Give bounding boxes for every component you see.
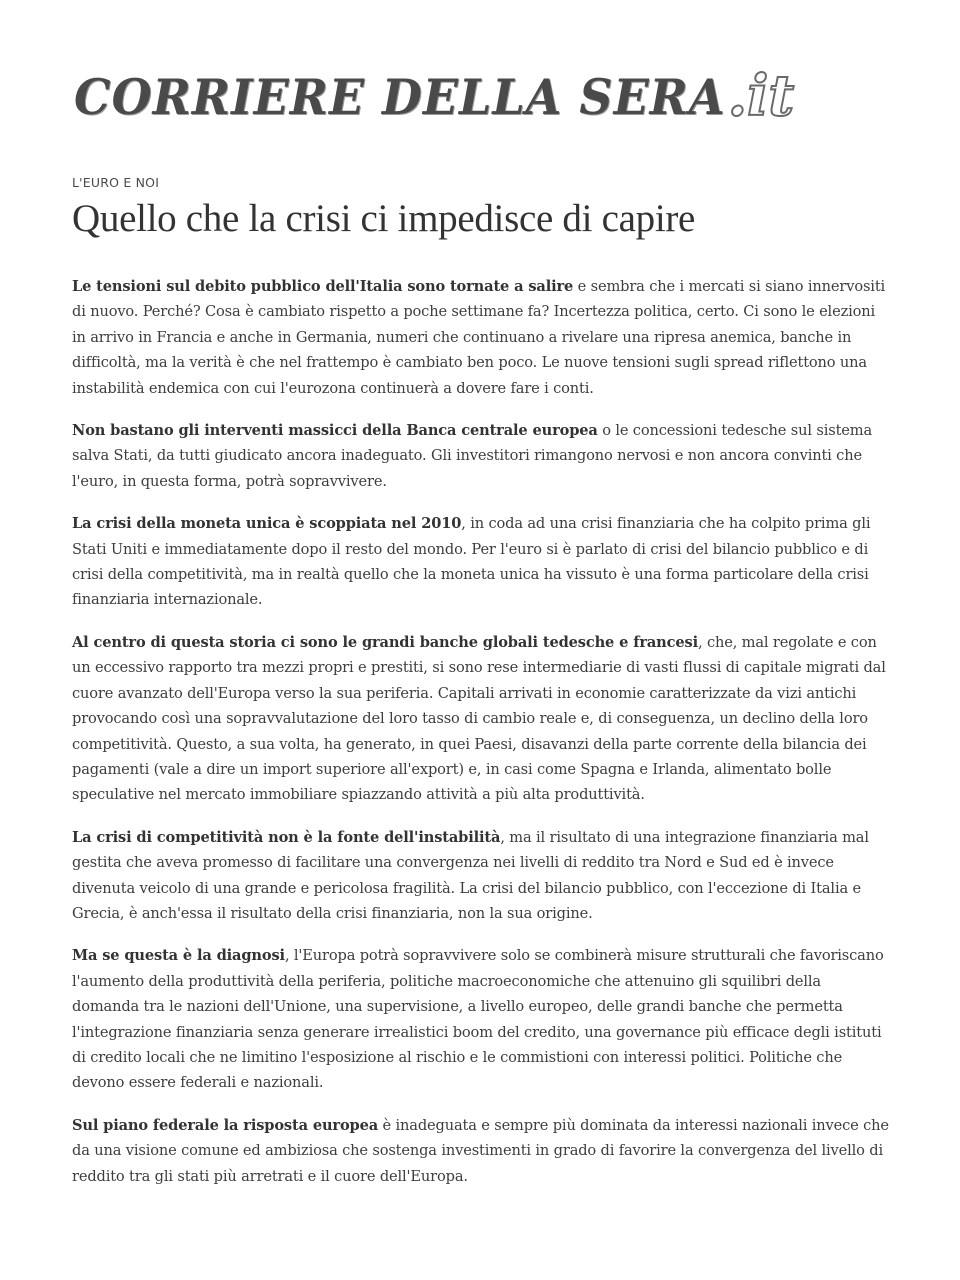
- section-label: L'EURO E NOI: [72, 175, 160, 190]
- article-paragraph: [72, 825, 892, 927]
- article-paragraph: [72, 511, 892, 613]
- paragraph-lead: Non bastano gli interventi massicci della Banca centrale europea: [72, 422, 598, 440]
- paragraph-text: , ma il risultato di una integrazione finanziaria mal gestita che aveva promesso di facilitare una convergenza nei livelli di reddito tra Nord e Sud ed è invece divenuta veicolo di una grande e pericolosa fragilità. La crisi del bilancio pubblico, con l'eccezione di Italia e Grecia, è anch'essa il risultato della crisi finanziaria, non la sua origine.: [72, 828, 869, 922]
- masthead-name: CORRIERE DELLA SERA: [74, 68, 726, 126]
- article-paragraph: [72, 1113, 892, 1189]
- paragraph-text: , in coda ad una crisi finanziaria che ha colpito prima gli Stati Uniti e immediatamente dopo il resto del mondo. Per l'euro si è parlato di crisi del bilancio pubblico e di crisi della competitività, ma in realtà quello che la moneta unica ha vissuto è una forma particolare della crisi finanziaria internazionale.: [72, 515, 871, 609]
- article-paragraph: [72, 943, 892, 1095]
- paragraph-lead: Le tensioni sul debito pubblico dell'Italia sono tornate a salire: [72, 278, 574, 295]
- article-body: [72, 274, 892, 1206]
- article-paragraph: [72, 630, 892, 808]
- article-headline: Quello che la crisi ci impedisce di capire: [72, 197, 696, 240]
- paragraph-lead: Al centro di questa storia ci sono le grandi banche globali tedesche e francesi: [72, 633, 698, 651]
- paragraph-lead: La crisi di competitività non è la fonte dell'instabilità: [72, 828, 501, 846]
- masthead-suffix: .it: [727, 63, 795, 129]
- paragraph-lead: La crisi della moneta unica è scoppiata nel 2010: [72, 515, 462, 533]
- paragraph-lead: Ma se questa è la diagnosi: [72, 947, 285, 965]
- masthead-logo[interactable]: [74, 52, 795, 129]
- paragraph-lead: Sul piano federale la risposta europea: [72, 1116, 379, 1134]
- paragraph-text: è inadeguata e sempre più dominata da interessi nazionali invece che da una visione comune ed ambiziosa che sostenga investimenti in grado di favorire la convergenza del livello di reddito tra gli stati più arretrati e il cuore dell'Europa.: [72, 1116, 889, 1185]
- article-paragraph: [72, 418, 892, 494]
- paragraph-text: o le concessioni tedesche sul sistema salva Stati, da tutti giudicato ancora inadeguato. Gli investitori rimangono nervosi e non ancora convinti che l'euro, in questa forma, potrà sopravvivere.: [72, 422, 873, 490]
- paragraph-text: e sembra che i mercati si siano innervositi di nuovo. Perché? Cosa è cambiato rispetto a poche settimane fa? Incertezza politica, certo. Ci sono le elezioni in arrivo in Francia e anche in Germania, numeri che continuano a rivelare una ripresa anemica, banche in difficoltà, ma la verità è che nel frattempo è cambiato ben poco. Le nuove tensioni sugli spread riflettono una instabilità endemica con cui l'eurozona continuerà a dovere fare i conti.: [72, 278, 886, 397]
- article-paragraph: [72, 274, 892, 401]
- paragraph-text: , l'Europa potrà sopravvivere solo se combinerà misure strutturali che favoriscano l'aumento della produttività della periferia, politiche macroeconomiche che attenuino gli squilibri della domanda tra le nazioni dell'Unione, una supervisione, a livello europeo, delle grandi banche che permetta l'integrazione finanziaria senza generare irrealistici boom del credito, una governance più efficace degli istituti di credito locali che ne limitino l'esposizione al rischio e le commistioni con interessi politici. Politiche che devono essere federali e nazionali.: [72, 947, 884, 1092]
- paragraph-text: , che, mal regolate e con un eccessivo rapporto tra mezzi propri e prestiti, si sono rese intermediarie di vasti flussi di capitale migrati dal cuore avanzato dell'Europa verso la sua periferia. Capitali arrivati in economie caratterizzate da vizi antichi provocando così una sopravvalutazione del loro tasso di cambio reale e, di conseguenza, un declino della loro competitività. Questo, a sua volta, ha generato, in quei Paesi, disavanzi della parte corrente della bilancia dei pagamenti (vale a dire un import superiore all'export) e, in casi come Spagna e Irlanda, alimentato bolle speculative nel mercato immobiliare spiazzando attività a più alta produttività.: [72, 633, 886, 804]
